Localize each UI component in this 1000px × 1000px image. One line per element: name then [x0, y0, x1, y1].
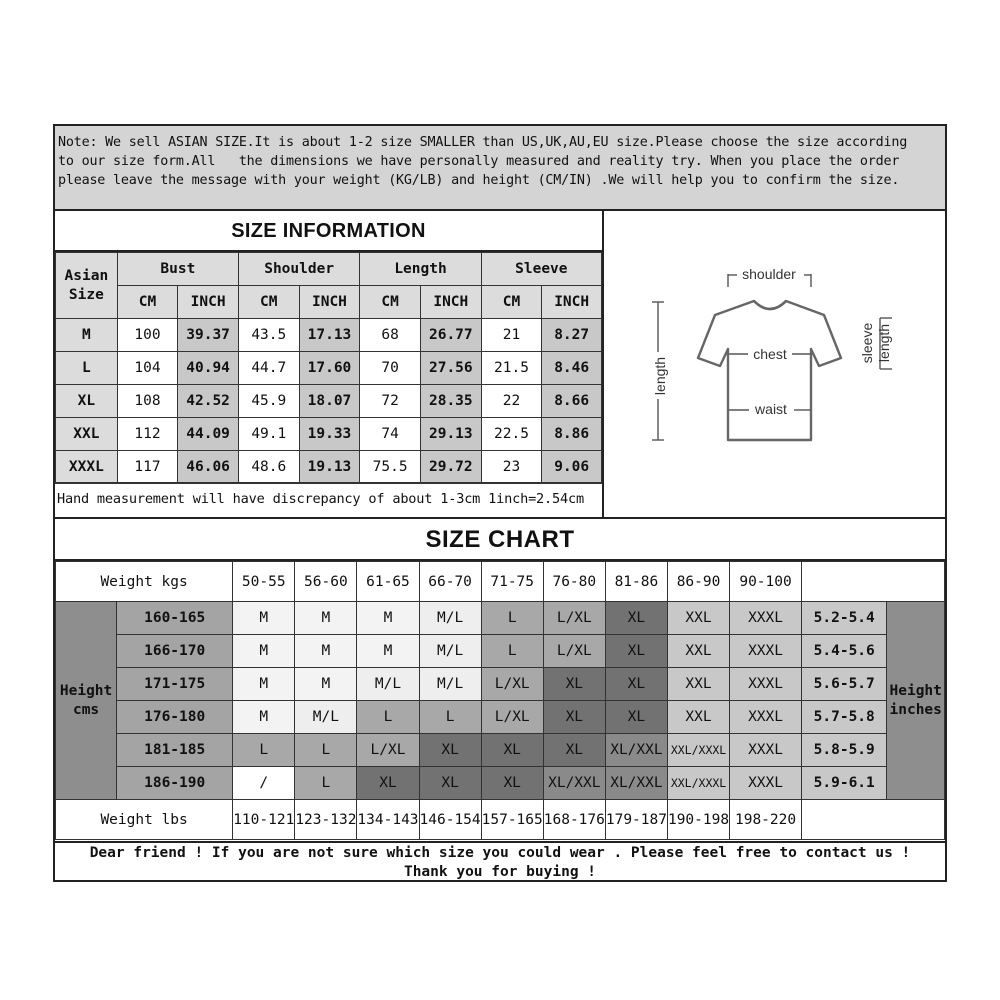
tshirt-diagram-svg	[604, 211, 945, 517]
size-information-section	[55, 211, 604, 517]
height-inch-range: 5.4-5.6	[802, 635, 887, 668]
note-box	[55, 126, 945, 211]
shoulder-cm-header: CM	[238, 286, 299, 319]
height-cm-range: 171-175	[117, 668, 233, 701]
weight-lbs-value: 157-165	[481, 800, 543, 840]
cm-value: 44.7	[238, 352, 299, 385]
inch-value: 19.13	[299, 451, 360, 484]
height-inches-label-2: inches	[889, 701, 942, 718]
inch-value: 17.60	[299, 352, 360, 385]
size-chart-table	[55, 561, 945, 840]
size-cell: M	[295, 668, 357, 701]
empty-cell	[802, 562, 945, 602]
cm-value: 22.5	[481, 418, 542, 451]
closing-line-1: Dear friend ! If you are not sure which size you could wear . Please feel free to contact us !	[89, 845, 911, 861]
asian-size-label-2: Size	[68, 286, 104, 303]
height-row	[56, 635, 945, 668]
height-row	[56, 767, 945, 800]
weight-lbs-value: 168-176	[543, 800, 605, 840]
size-cell: XL	[481, 767, 543, 800]
inch-value: 18.07	[299, 385, 360, 418]
size-cell: XL	[605, 668, 667, 701]
size-info-row	[56, 418, 602, 451]
cm-value: 22	[481, 385, 542, 418]
weight-kgs-value: 90-100	[730, 562, 802, 602]
size-information-title: SIZE INFORMATION	[55, 211, 602, 252]
length-label: length	[652, 356, 668, 396]
cm-value: 49.1	[238, 418, 299, 451]
height-inches-label	[887, 602, 945, 800]
inch-value: 9.06	[542, 451, 602, 484]
size-cell: XXXL	[730, 635, 802, 668]
size-label: XXXL	[56, 451, 118, 484]
size-cell: XL	[543, 701, 605, 734]
height-cms-label-2: cms	[72, 701, 100, 718]
inch-value: 39.37	[178, 319, 239, 352]
weight-lbs-value: 146-154	[419, 800, 481, 840]
cm-value: 108	[117, 385, 177, 418]
size-cell: XL	[543, 668, 605, 701]
size-cell: M/L	[357, 668, 419, 701]
size-cell: M	[233, 635, 295, 668]
size-cell: XL/XXL	[605, 734, 667, 767]
height-inch-range: 5.8-5.9	[802, 734, 887, 767]
sleeve-length-label: length	[876, 323, 892, 363]
weight-kgs-value: 50-55	[233, 562, 295, 602]
cm-value: 100	[117, 319, 177, 352]
size-cell: XL	[357, 767, 419, 800]
size-cell: L	[481, 602, 543, 635]
weight-kgs-value: 76-80	[543, 562, 605, 602]
size-cell: XL/XXL	[605, 767, 667, 800]
cm-value: 43.5	[238, 319, 299, 352]
size-cell: XL	[605, 602, 667, 635]
weight-kgs-label: Weight kgs	[56, 562, 233, 602]
weight-lbs-value: 198-220	[730, 800, 802, 840]
length-inch-header: INCH	[420, 286, 481, 319]
size-label: XL	[56, 385, 118, 418]
size-cell: M	[233, 602, 295, 635]
empty-cell	[802, 800, 945, 840]
inch-value: 8.46	[542, 352, 602, 385]
bust-inch-header: INCH	[178, 286, 239, 319]
size-cell: M/L	[419, 668, 481, 701]
height-row	[56, 602, 945, 635]
size-cell: XL	[543, 734, 605, 767]
height-inch-range: 5.7-5.8	[802, 701, 887, 734]
size-info-row	[56, 352, 602, 385]
weight-lbs-value: 190-198	[667, 800, 729, 840]
size-cell: M	[357, 602, 419, 635]
size-cell: L/XL	[543, 602, 605, 635]
size-label: XXL	[56, 418, 118, 451]
size-cell: L	[295, 734, 357, 767]
weight-kgs-value: 71-75	[481, 562, 543, 602]
height-cm-range: 181-185	[117, 734, 233, 767]
shoulder-label: shoulder	[742, 266, 796, 282]
size-cell: XXXL	[730, 734, 802, 767]
bust-cm-header: CM	[117, 286, 177, 319]
size-cell: XXXL	[730, 701, 802, 734]
height-cm-range: 160-165	[117, 602, 233, 635]
inch-value: 29.13	[420, 418, 481, 451]
size-cell: L	[295, 767, 357, 800]
weight-lbs-row	[56, 800, 945, 840]
size-cell: XXL	[667, 701, 729, 734]
height-cm-range: 166-170	[117, 635, 233, 668]
size-sheet	[53, 124, 947, 882]
cm-value: 72	[360, 385, 421, 418]
inch-value: 27.56	[420, 352, 481, 385]
inch-value: 8.66	[542, 385, 602, 418]
cm-value: 74	[360, 418, 421, 451]
size-cell: M	[295, 602, 357, 635]
note-line-2: to our size form.All the dimensions we have personally measured and reality try. When you place the order	[58, 154, 900, 169]
tshirt-diagram	[604, 211, 945, 517]
height-inch-range: 5.2-5.4	[802, 602, 887, 635]
size-cell: L/XL	[357, 734, 419, 767]
size-label: L	[56, 352, 118, 385]
size-cell: XL/XXL	[543, 767, 605, 800]
cm-value: 70	[360, 352, 421, 385]
asian-size-label-1: Asian	[64, 267, 109, 284]
size-cell: XL	[481, 734, 543, 767]
size-cell: XXL	[667, 635, 729, 668]
height-row	[56, 734, 945, 767]
size-cell: XL	[605, 701, 667, 734]
inch-value: 8.86	[542, 418, 602, 451]
inch-value: 8.27	[542, 319, 602, 352]
weight-kgs-value: 56-60	[295, 562, 357, 602]
weight-kgs-value: 81-86	[605, 562, 667, 602]
waist-label: waist	[755, 401, 787, 417]
size-information-table	[55, 252, 602, 484]
size-cell: L	[233, 734, 295, 767]
bust-header: Bust	[117, 253, 238, 286]
height-row	[56, 668, 945, 701]
size-cell: L	[481, 635, 543, 668]
size-cell: XXL	[667, 602, 729, 635]
length-header: Length	[360, 253, 481, 286]
size-cell: /	[233, 767, 295, 800]
height-cm-range: 186-190	[117, 767, 233, 800]
size-cell: XXL	[667, 668, 729, 701]
inch-value: 46.06	[178, 451, 239, 484]
weight-kgs-value: 86-90	[667, 562, 729, 602]
weight-lbs-value: 123-132	[295, 800, 357, 840]
size-cell: XL	[419, 734, 481, 767]
cm-value: 68	[360, 319, 421, 352]
size-info-row	[56, 385, 602, 418]
note-line-1: Note: We sell ASIAN SIZE.It is about 1-2 size SMALLER than US,UK,AU,EU size.Please choose the size according	[58, 135, 908, 150]
size-cell: XXXL	[730, 602, 802, 635]
closing-message	[55, 841, 945, 880]
inch-value: 26.77	[420, 319, 481, 352]
inch-value: 17.13	[299, 319, 360, 352]
size-cell: M/L	[295, 701, 357, 734]
inch-value: 44.09	[178, 418, 239, 451]
height-inches-label-1: Height	[889, 682, 942, 699]
asian-size-header	[56, 253, 118, 319]
chest-label: chest	[753, 346, 787, 362]
weight-kgs-value: 61-65	[357, 562, 419, 602]
size-cell: XXL/XXXL	[667, 767, 729, 800]
height-cms-label	[56, 602, 117, 800]
height-inch-range: 5.6-5.7	[802, 668, 887, 701]
size-cell: L/XL	[543, 635, 605, 668]
size-cell: L	[357, 701, 419, 734]
length-cm-header: CM	[360, 286, 421, 319]
size-info-row	[56, 319, 602, 352]
size-cell: L	[419, 701, 481, 734]
size-chart-rows	[56, 562, 945, 840]
cm-value: 48.6	[238, 451, 299, 484]
sleeve-cm-header: CM	[481, 286, 542, 319]
size-cell: M/L	[419, 635, 481, 668]
size-cell: XXL/XXXL	[667, 734, 729, 767]
measurement-footnote: Hand measurement will have discrepancy of about 1-3cm 1inch=2.54cm	[55, 482, 602, 515]
sleeve-inch-header: INCH	[542, 286, 602, 319]
closing-line-2: Thank you for buying !	[403, 864, 597, 880]
height-inch-range: 5.9-6.1	[802, 767, 887, 800]
cm-value: 21.5	[481, 352, 542, 385]
cm-value: 21	[481, 319, 542, 352]
weight-kgs-row	[56, 562, 945, 602]
height-cm-range: 176-180	[117, 701, 233, 734]
size-cell: M/L	[419, 602, 481, 635]
cm-value: 117	[117, 451, 177, 484]
inch-value: 28.35	[420, 385, 481, 418]
size-cell: L/XL	[481, 701, 543, 734]
inch-value: 42.52	[178, 385, 239, 418]
shoulder-inch-header: INCH	[299, 286, 360, 319]
weight-kgs-value: 66-70	[419, 562, 481, 602]
note-line-3: please leave the message with your weight (KG/LB) and height (CM/IN) .We will help you to confirm the size.	[58, 173, 900, 188]
size-cell: M	[357, 635, 419, 668]
cm-value: 45.9	[238, 385, 299, 418]
size-cell: M	[233, 701, 295, 734]
size-cell: XXXL	[730, 668, 802, 701]
size-info-row	[56, 451, 602, 484]
size-chart-title: SIZE CHART	[55, 517, 945, 561]
size-label: M	[56, 319, 118, 352]
size-cell: XL	[419, 767, 481, 800]
inch-value: 40.94	[178, 352, 239, 385]
shoulder-header: Shoulder	[238, 253, 359, 286]
height-cms-label-1: Height	[59, 682, 113, 699]
weight-lbs-value: 179-187	[605, 800, 667, 840]
size-cell: XXXL	[730, 767, 802, 800]
size-cell: XL	[605, 635, 667, 668]
size-cell: M	[233, 668, 295, 701]
weight-lbs-label: Weight lbs	[56, 800, 233, 840]
cm-value: 75.5	[360, 451, 421, 484]
weight-lbs-value: 134-143	[357, 800, 419, 840]
sleeve-label: sleeve	[859, 322, 875, 364]
cm-value: 23	[481, 451, 542, 484]
size-cell: M	[295, 635, 357, 668]
inch-value: 29.72	[420, 451, 481, 484]
size-information-rows	[56, 319, 602, 484]
size-cell: L/XL	[481, 668, 543, 701]
inch-value: 19.33	[299, 418, 360, 451]
cm-value: 112	[117, 418, 177, 451]
cm-value: 104	[117, 352, 177, 385]
sleeve-header: Sleeve	[481, 253, 601, 286]
height-row	[56, 701, 945, 734]
weight-lbs-value: 110-121	[233, 800, 295, 840]
